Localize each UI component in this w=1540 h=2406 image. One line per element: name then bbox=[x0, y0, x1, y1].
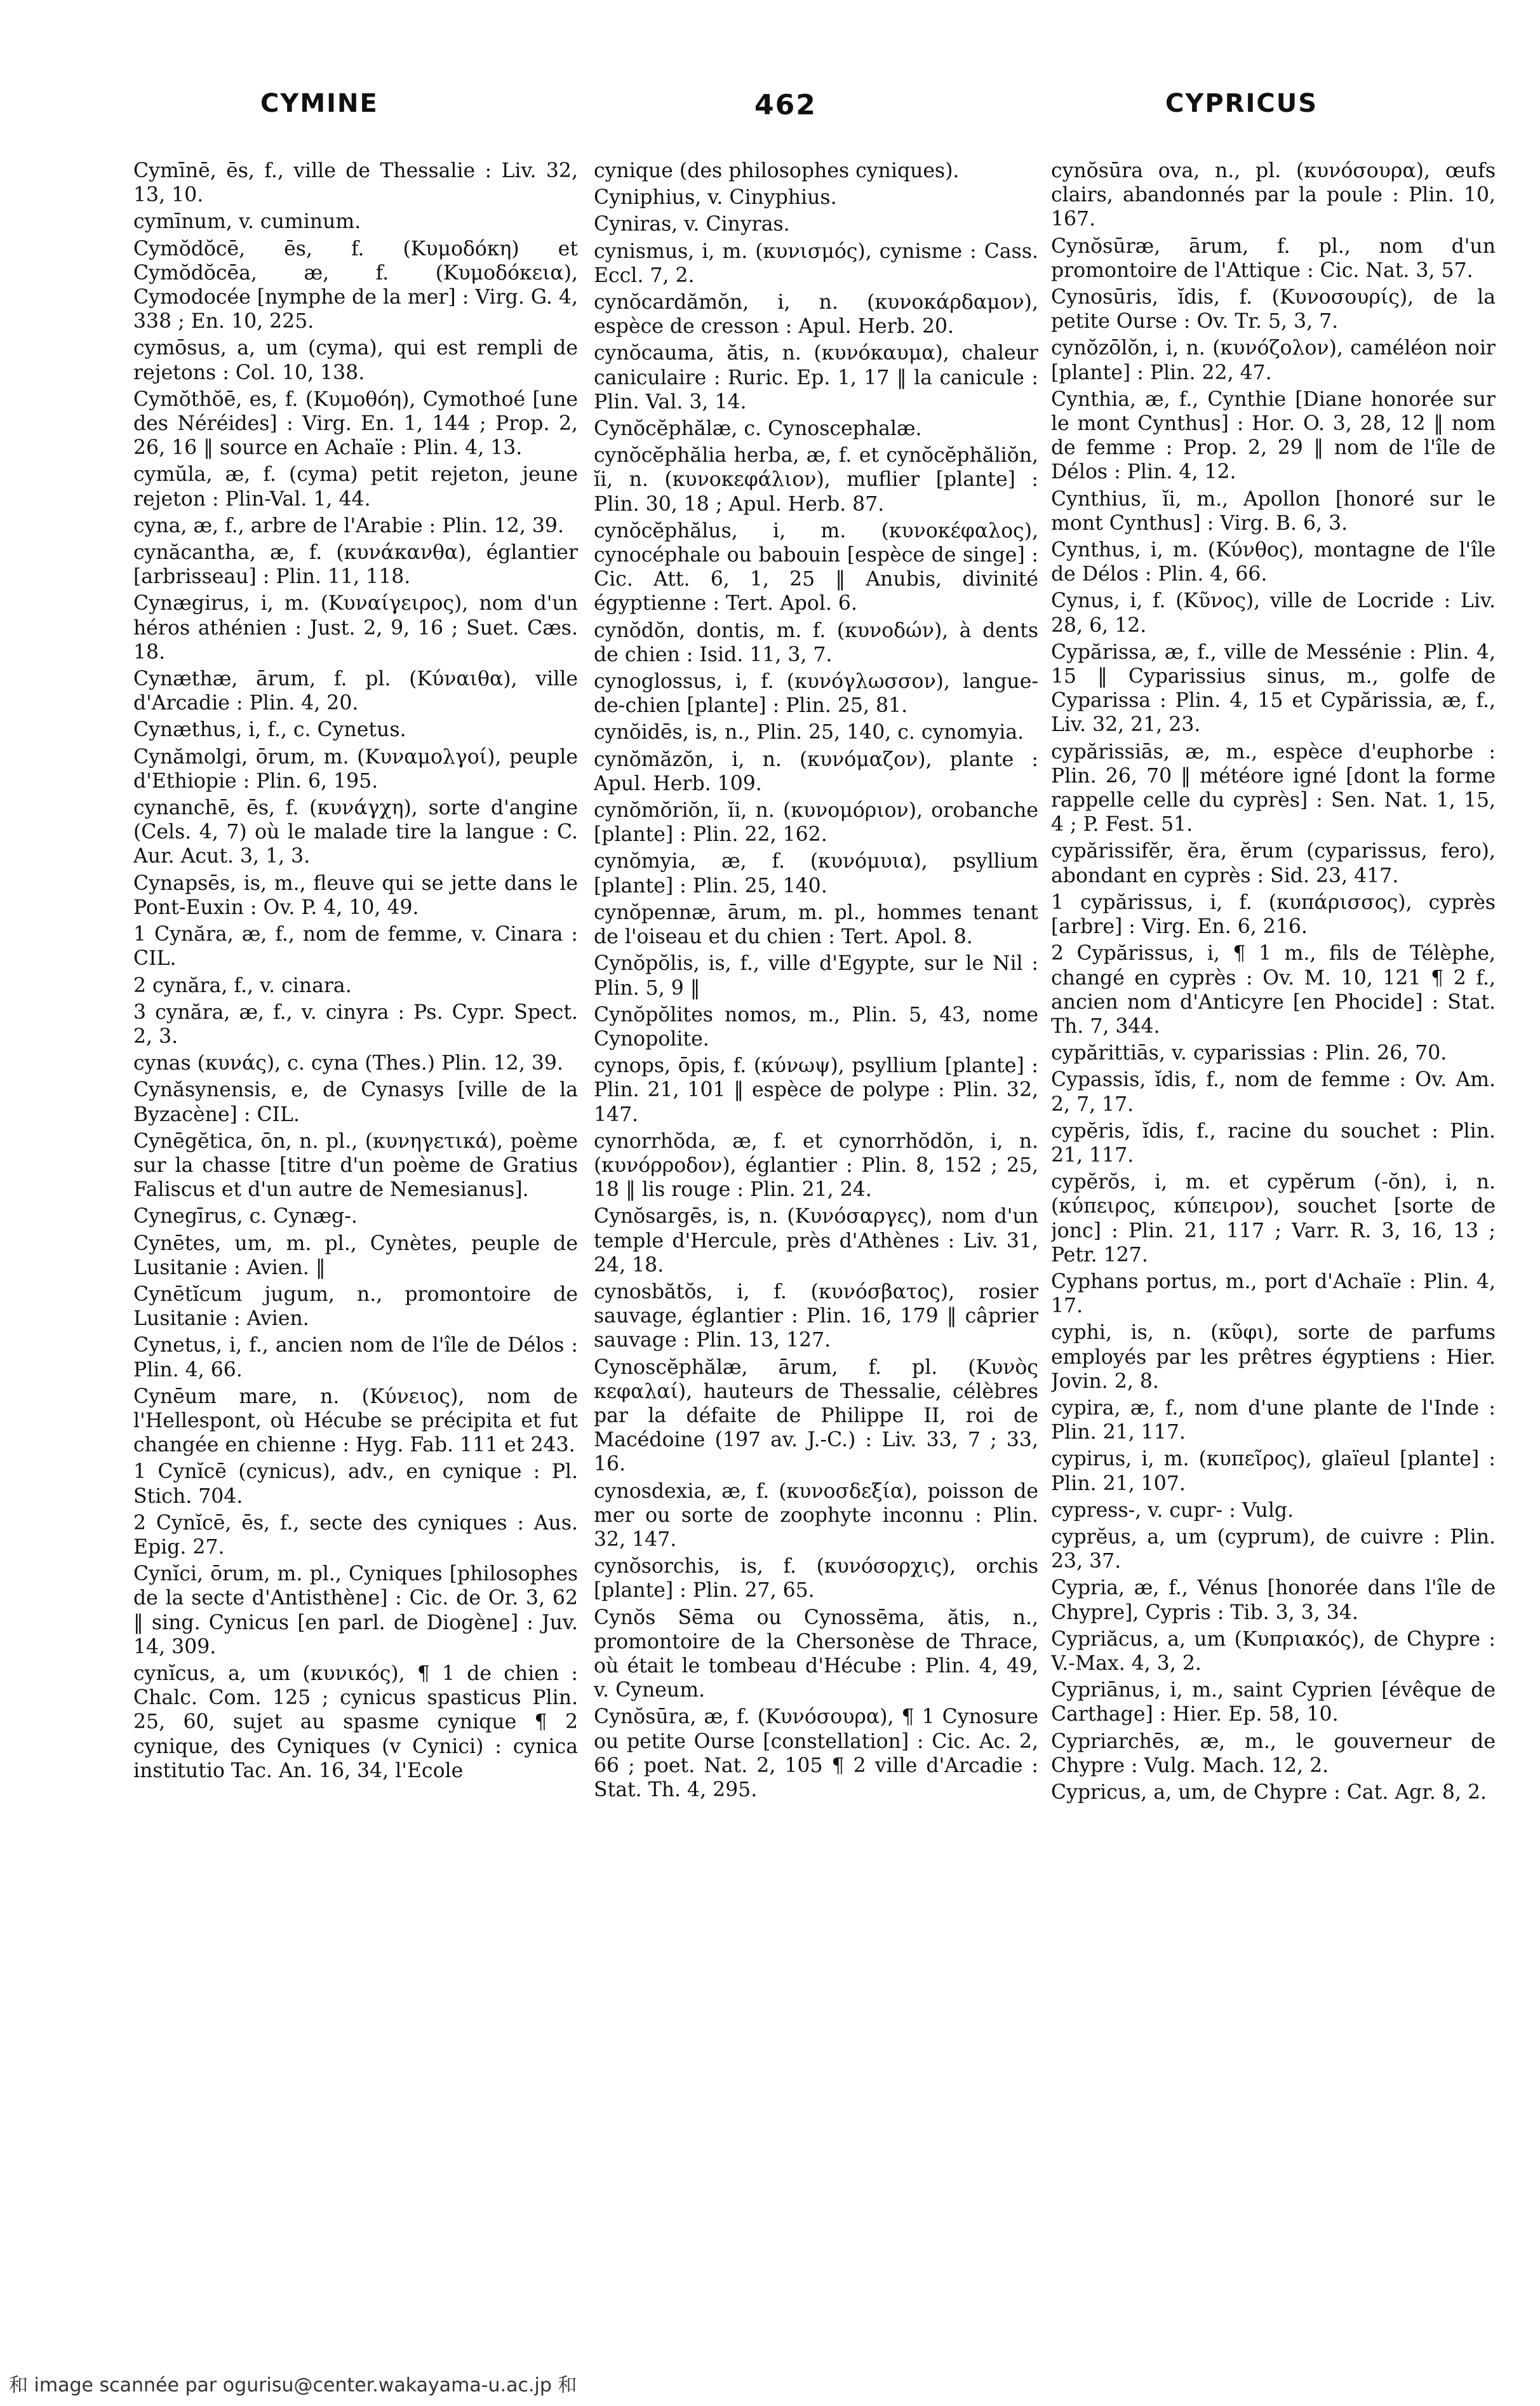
dictionary-entry: Cynēum mare, n. (Κύνειος), nom de l'Hellespont, où Hécube se précipita et fut changée en chienne : Hyg. Fab. 111 et 243. bbox=[133, 1385, 578, 1457]
dictionary-entry: cynops, ōpis, f. (κύνωψ), psyllium [plante] : Plin. 21, 101 ‖ espèce de polype : Plin. 32, 147. bbox=[594, 1054, 1038, 1126]
dictionary-entry: Cynămolgi, ōrum, m. (Κυναμολγοί), peuple d'Ethiopie : Plin. 6, 195. bbox=[133, 745, 578, 793]
dictionary-entry: cyna, æ, f., arbre de l'Arabie : Plin. 12, 39. bbox=[133, 514, 564, 537]
dictionary-entry: Cymŏthŏē, es, f. (Κυμοθόη), Cymothoé [une des Néréides] : Virg. En. 1, 144 ; Prop. 2, 26, 16 ‖ source en Achaïe : Plin. 4, 13. bbox=[133, 387, 578, 460]
dictionary-entry: Cynŏsūra, æ, f. (Κυνόσουρα), ¶ 1 Cynosure ou petite Ourse [constellation] : Cic. Ac. 2, 66 ; poet. Nat. 2, 105 ¶ 2 ville d'Arcadie : Stat. Th. 4, 295. bbox=[594, 1705, 1038, 1801]
column-2 bbox=[594, 159, 1038, 2331]
column-1 bbox=[133, 159, 578, 2331]
dictionary-entry: Cynetus, i, f., ancien nom de l'île de Délos : Plin. 4, 66. bbox=[133, 1334, 578, 1381]
dictionary-entry: cynosdexia, æ, f. (κυνοσδεξία), poisson de mer ou sorte de zoophyte inconnu : Plin. 32, 147. bbox=[594, 1479, 1038, 1551]
dictionary-entry: cynas (κυνάς), c. cyna (Thes.) Plin. 12, 39. bbox=[133, 1052, 563, 1075]
dictionary-entry: cymōsus, a, um (cyma), qui est rempli de rejetons : Col. 10, 138. bbox=[133, 337, 578, 384]
dictionary-entry: Cynægirus, i, m. (Κυναίγειρος), nom d'un héros athénien : Just. 2, 9, 16 ; Suet. Cæs. 18. bbox=[133, 592, 578, 664]
dictionary-entry: Cynegīrus, c. Cynæg-. bbox=[133, 1205, 358, 1228]
dictionary-entry: cyprĕus, a, um (cyprum), de cuivre : Plin. 23, 37. bbox=[1051, 1525, 1496, 1573]
dictionary-entry: Cynæthæ, ārum, f. pl. (Κύναιθα), ville d'Arcadie : Plin. 4, 20. bbox=[133, 668, 578, 715]
dictionary-entry: cypira, æ, f., nom d'une plante de l'Inde : Plin. 21, 117. bbox=[1051, 1396, 1496, 1444]
dictionary-entry: cypărissiās, æ, m., espèce d'euphorbe : Plin. 26, 70 ‖ météore igné [dont la forme rappelle celle du cyprès] : Sen. Nat. 1, 15, 4 ; P. Fest. 51. bbox=[1051, 740, 1496, 837]
dictionary-entry: cynŏcauma, ătis, n. (κυνόκαυμα), chaleur caniculaire : Ruric. Ep. 1, 17 ‖ la canicule : Plin. Val. 3, 14. bbox=[594, 342, 1038, 413]
dictionary-entry: 1 Cynĭcē (cynicus), adv., en cynique : Pl. Stich. 704. bbox=[133, 1460, 578, 1508]
header-left-word: CYMINE bbox=[260, 89, 378, 118]
dictionary-entry: Cynæthus, i, f., c. Cynetus. bbox=[133, 718, 406, 742]
dictionary-entry: 3 cynăra, æ, f., v. cinyra : Ps. Cypr. Spect. 2, 3. bbox=[133, 1000, 578, 1048]
dictionary-entry: cynoglossus, i, f. (κυνόγλωσσον), langue-de-chien [plante] : Plin. 25, 81. bbox=[594, 670, 1038, 718]
dictionary-entry: Cynoscĕphălæ, ārum, f. pl. (Κυνὸς κεφαλαί), hauteurs de Thessalie, célèbres par la défaite de Philippe II, roi de Macédoine (197 av. J.-C.) : Liv. 33, 7 ; 33, 16. bbox=[594, 1355, 1038, 1476]
dictionary-entry: cynŏcĕphălia herba, æ, f. et cynŏcĕphăliŏn, ĭi, n. (κυνοκεφάλιον), muflier [plante] : Plin. 30, 18 ; Apul. Herb. 87. bbox=[594, 444, 1038, 516]
dictionary-entry: cynŏmyia, æ, f. (κυνόμυια), psyllium [plante] : Plin. 25, 140. bbox=[594, 850, 1038, 897]
dictionary-entry: cynŏsūra ova, n., pl. (κυνόσουρα), œufs clairs, abandonnés par la poule : Plin. 10, 167. bbox=[1051, 159, 1496, 231]
dictionary-entry: cynŏzōlŏn, i, n. (κυνόζολον), caméléon noir [plante] : Plin. 22, 47. bbox=[1051, 337, 1496, 384]
dictionary-entry: Cynŏsargēs, is, n. (Κυνόσαργες), nom d'un temple d'Hercule, près d'Athènes : Liv. 31, 24, 18. bbox=[594, 1205, 1038, 1277]
dictionary-entry: Cynthia, æ, f., Cynthie [Diane honorée sur le mont Cynthus] : Hor. O. 3, 28, 12 ‖ nom de femme : Prop. 2, 29 ‖ nom de l'île de Délos : Plin. 4, 12. bbox=[1051, 387, 1496, 484]
scan-credit: 和 image scannée par ogurisu@center.wakayama-u.ac.jp 和 bbox=[9, 2374, 577, 2396]
dictionary-entry: cynique (des philosophes cyniques). bbox=[594, 159, 960, 182]
dictionary-entry: cypirus, i, m. (κυπεῖρος), glaïeul [plante] : Plin. 21, 107. bbox=[1051, 1448, 1496, 1495]
dictionary-entry: Cypricus, a, um, de Chypre : Cat. Agr. 8, 2. bbox=[1051, 1781, 1487, 1804]
running-header bbox=[0, 89, 1540, 133]
dictionary-entry: Cynthus, i, m. (Κύνθος), montagne de l'île de Délos : Plin. 4, 66. bbox=[1051, 539, 1496, 586]
dictionary-entry: cynŏsorchis, is, f. (κυνόσορχις), orchis [plante] : Plin. 27, 65. bbox=[594, 1555, 1038, 1603]
dictionary-entry: Cyphans portus, m., port d'Achaïe : Plin. 4, 17. bbox=[1051, 1270, 1496, 1318]
dictionary-entry: cynanchē, ēs, f. (κυνάγχη), sorte d'angine (Cels. 4, 7) où le malade tire la langue : C. Aur. Acut. 3, 1, 3. bbox=[133, 796, 578, 868]
dictionary-entry: Cypria, æ, f., Vénus [honorée dans l'île de Chypre], Cypris : Tib. 3, 3, 34. bbox=[1051, 1576, 1496, 1624]
dictionary-entry: Cymŏdŏcē, ēs, f. (Κυμοδόκη) et Cymŏdŏcēa, æ, f. (Κυμοδόκεια), Cymodocée [nymphe de la mer] : Virg. G. 4, 338 ; En. 10, 225. bbox=[133, 237, 578, 333]
dictionary-entry: cynŏidēs, is, n., Plin. 25, 140, c. cynomyia. bbox=[594, 721, 1024, 744]
dictionary-entry: 1 Cynăra, æ, f., nom de femme, v. Cinara : CIL. bbox=[133, 923, 578, 971]
dictionary-entry: Cypriānus, i, m., saint Cyprien [évêque de Carthage] : Hier. Ep. 58, 10. bbox=[1051, 1679, 1496, 1726]
dictionary-entry: cynismus, i, m. (κυνισμός), cynisme : Cass. Eccl. 7, 2. bbox=[594, 239, 1038, 287]
dictionary-entry: Cypassis, ĭdis, f., nom de femme : Ov. Am. 2, 7, 17. bbox=[1051, 1068, 1496, 1116]
dictionary-entry: Cyniphius, v. Cinyphius. bbox=[594, 186, 837, 210]
dictionary-entry: Cyniras, v. Cinyras. bbox=[594, 213, 790, 236]
dictionary-entry: Cynētes, um, m. pl., Cynètes, peuple de Lusitanie : Avien. ‖ bbox=[133, 1232, 578, 1279]
dictionary-entry: Cypriăcus, a, um (Κυπριακός), de Chypre : V.-Max. 4, 3, 2. bbox=[1051, 1627, 1496, 1675]
dictionary-entry: Cynŏs Sēma ou Cynossēma, ătis, n., promontoire de la Chersonèse de Thrace, où était le tombeau d'Hécube : Plin. 4, 49, v. Cyneum. bbox=[594, 1606, 1038, 1702]
dictionary-entry: Cynăsynensis, e, de Cynasys [ville de la Byzacène] : CIL. bbox=[133, 1079, 578, 1126]
dictionary-entry: cynŏcardămŏn, i, n. (κυνοκάρδαμον), espèce de cresson : Apul. Herb. 20. bbox=[594, 291, 1038, 339]
dictionary-entry: cynŏcĕphălus, i, m. (κυνοκέφαλος), cynocéphale ou babouin [espèce de singe] : Cic. Att. 6, 1, 25 ‖ Anubis, divinité égyptienne : Tert. Apol. 6. bbox=[594, 519, 1038, 615]
dictionary-entry: cynŏmăzŏn, i, n. (κυνόμαζον), plante : Apul. Herb. 109. bbox=[594, 748, 1038, 795]
dictionary-entry: cynorrhŏda, æ, f. et cynorrhŏdŏn, i, n. (κυνόρροδον), églantier : Plin. 8, 152 ; 25, 18 ‖ lis rouge : Plin. 21, 24. bbox=[594, 1129, 1038, 1202]
dictionary-entry: cypărittiās, v. cyparissias : Plin. 26, 70. bbox=[1051, 1042, 1447, 1065]
column-3 bbox=[1051, 159, 1496, 2331]
dictionary-entry: cynĭcus, a, um (κυνικός), ¶ 1 de chien : Chalc. Com. 125 ; cynicus spasticus Plin. 25, 60, sujet au spasme cynique ¶ 2 cynique, des Cyniques (v Cynici) : cynica institutio Tac. An. 16, 34, l'Ecole bbox=[133, 1662, 578, 1782]
dictionary-entry: Cypărissa, æ, f., ville de Messénie : Plin. 4, 15 ‖ Cyparissius sinus, m., golfe de Cyparissa : Plin. 4, 15 et Cypărissia, æ, f., Liv. 32, 21, 23. bbox=[1051, 640, 1496, 737]
dictionary-entry: cypĕrŏs, i, m. et cypĕrum (-ŏn), i, n. (κύπειρος, κύπειρον), souchet [sorte de jonc] : Plin. 21, 117 ; Varr. R. 3, 16, 13 ; Petr. 127. bbox=[1051, 1171, 1496, 1267]
dictionary-entry: cypĕris, ĭdis, f., racine du souchet : Plin. 21, 117. bbox=[1051, 1119, 1496, 1167]
dictionary-entry: cynŏmŏriŏn, ĭi, n. (κυνομόριον), orobanche [plante] : Plin. 22, 162. bbox=[594, 799, 1038, 847]
dictionary-entry: Cynŏpŏlis, is, f., ville d'Egypte, sur le Nil : Plin. 5, 9 ‖ bbox=[594, 952, 1038, 1000]
dictionary-entry: Cynŏpŏlites nomos, m., Plin. 5, 43, nome Cynopolite. bbox=[594, 1003, 1038, 1051]
dictionary-entry: cynŏdŏn, dontis, m. f. (κυνοδών), à dents de chien : Isid. 11, 3, 7. bbox=[594, 619, 1038, 666]
dictionary-entry: Cynthius, ĭi, m., Apollon [honoré sur le mont Cynthus] : Virg. B. 6, 3. bbox=[1051, 487, 1496, 535]
dictionary-entry: Cynŏcĕphălæ, c. Cynoscephalæ. bbox=[594, 417, 922, 441]
dictionary-entry: Cynēgĕtica, ōn, n. pl., (κυνηγετικά), poème sur la chasse [titre d'un poème de Gratius Faliscus et d'un autre de Nemesianus]. bbox=[133, 1129, 578, 1202]
dictionary-entry: 2 Cynĭcē, ēs, f., secte des cyniques : Aus. Epig. 27. bbox=[133, 1511, 578, 1559]
dictionary-entry: 1 cypărissus, i, f. (κυπάρισσος), cyprès [arbre] : Virg. En. 6, 216. bbox=[1051, 890, 1496, 939]
dictionary-entry: cymŭla, æ, f. (cyma) petit rejeton, jeune rejeton : Plin-Val. 1, 44. bbox=[133, 463, 578, 511]
dictionary-entry: Cypriarchēs, æ, m., le gouverneur de Chypre : Vulg. Mach. 12, 2. bbox=[1051, 1730, 1496, 1777]
header-right-word: CYPRICUS bbox=[1165, 89, 1318, 118]
dictionary-entry: cypress-, v. cupr- : Vulg. bbox=[1051, 1498, 1294, 1522]
dictionary-entry: Cynapsēs, is, m., fleuve qui se jette dans le Pont-Euxin : Ov. P. 4, 10, 49. bbox=[133, 871, 578, 919]
dictionary-entry: 2 cynăra, f., v. cinara. bbox=[133, 974, 352, 997]
dictionary-entry: Cynĭci, ōrum, m. pl., Cyniques [philosophes de la secte d'Antisthène] : Cic. de Or. 3, 62 ‖ sing. Cynicus [en parl. de Diogène] : Juv. 14, 309. bbox=[133, 1563, 578, 1658]
dictionary-entry: Cynŏsūræ, ārum, f. pl., nom d'un promontoire de l'Attique : Cic. Nat. 3, 57. bbox=[1051, 234, 1496, 282]
dictionary-entry: Cynus, i, f. (Κῦνος), ville de Locride : Liv. 28, 6, 12. bbox=[1051, 589, 1496, 637]
dictionary-entry: Cynosūris, ĭdis, f. (Κυνοσουρίς), de la petite Ourse : Ov. Tr. 5, 3, 7. bbox=[1051, 286, 1496, 333]
page-number: 462 bbox=[754, 89, 817, 121]
dictionary-entry: cynŏpennæ, ārum, m. pl., hommes tenant de l'oiseau et du chien : Tert. Apol. 8. bbox=[594, 901, 1038, 949]
dictionary-entry: Cynētĭcum jugum, n., promontoire de Lusitanie : Avien. bbox=[133, 1282, 578, 1331]
dictionary-entry: cynosbătŏs, i, f. (κυνόσβατος), rosier sauvage, églantier : Plin. 16, 179 ‖ câprier sauvage : Plin. 13, 127. bbox=[594, 1280, 1038, 1352]
dictionary-entry: cymīnum, v. cuminum. bbox=[133, 210, 361, 234]
dictionary-entry: cynăcantha, æ, f. (κυνάκανθα), églantier [arbrisseau] : Plin. 11, 118. bbox=[133, 541, 578, 589]
dictionary-entry: Cymīnē, ēs, f., ville de Thessalie : Liv. 32, 13, 10. bbox=[133, 159, 578, 207]
dictionary-entry: cyphi, is, n. (κῦφι), sorte de parfums employés par les prêtres égyptiens : Hier. Jovin. 2, 8. bbox=[1051, 1321, 1496, 1393]
dictionary-entry: cypărissifĕr, ĕra, ĕrum (cyparissus, fero), abondant en cyprès : Sid. 23, 417. bbox=[1051, 840, 1496, 887]
dictionary-entry: 2 Cypărissus, i, ¶ 1 m., fils de Télèphe, changé en cyprès : Ov. M. 10, 121 ¶ 2 f., ancien nom d'Anticyre [en Phocide] : Stat. Th. 7, 344. bbox=[1051, 942, 1496, 1038]
